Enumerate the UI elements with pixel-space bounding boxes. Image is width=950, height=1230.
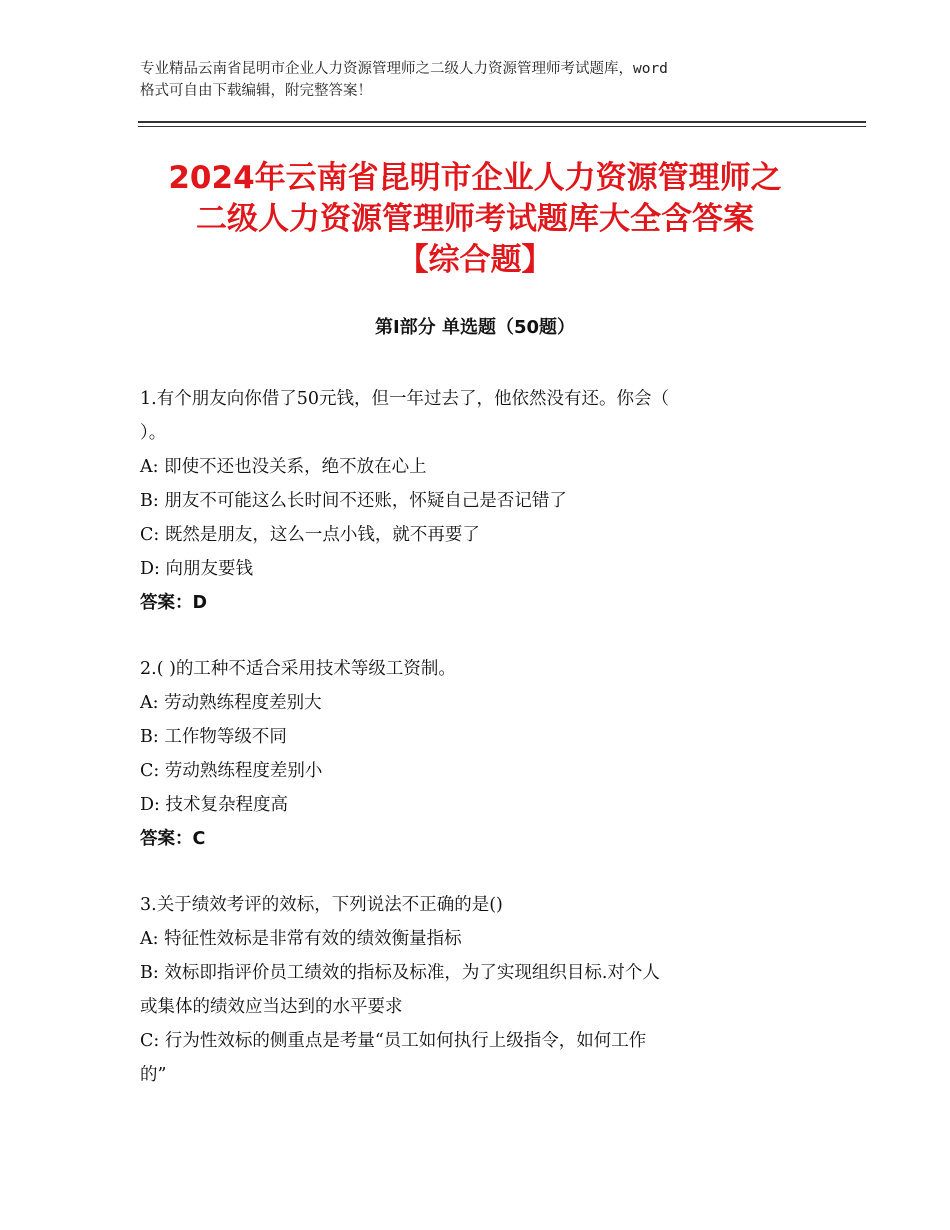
- question-option: B: 工作物等级不同: [140, 727, 287, 747]
- question-option: D: 技术复杂程度高: [140, 795, 288, 815]
- header-note-line: 格式可自由下载编辑，附完整答案！: [140, 83, 372, 99]
- header-note: [140, 58, 830, 102]
- question-block: [140, 652, 810, 856]
- question-stem: 3.关于绩效考评的效标，下列说法不正确的是(): [140, 895, 503, 915]
- question-option: C: 既然是朋友，这么一点小钱，就不再要了: [140, 525, 480, 545]
- question-option: C: 劳动熟练程度差别小: [140, 761, 323, 781]
- question-option: 或集体的绩效应当达到的水平要求: [140, 997, 403, 1017]
- question-stem: ）。: [140, 423, 167, 443]
- document-title: [120, 158, 830, 281]
- section-heading: 第Ⅰ部分 单选题（50题）: [374, 317, 575, 338]
- answer-line: 答案：C: [140, 829, 206, 849]
- question-option: A: 劳动熟练程度差别大: [140, 693, 322, 713]
- header-note-line: 专业精品云南省昆明市企业人力资源管理师之二级人力资源管理师考试题库，word: [140, 61, 668, 77]
- header-divider-thin: [138, 126, 866, 127]
- question-block: [140, 888, 810, 1092]
- question-option: D: 向朋友要钱: [140, 559, 253, 579]
- question-option: 的”: [140, 1065, 167, 1085]
- question-stem: 2.( )的工种不适合采用技术等级工资制。: [140, 659, 456, 679]
- document-title-line: 2024年云南省昆明市企业人力资源管理师之: [168, 160, 782, 196]
- question-list: [140, 382, 810, 1124]
- question-stem: 1.有个朋友向你借了50元钱，但一年过去了，他依然没有还。你会（: [140, 389, 669, 409]
- document-title-line: 二级人力资源管理师考试题库大全含答案: [196, 201, 754, 237]
- question-option: B: 效标即指评价员工绩效的指标及标准，为了实现组织目标.对个人: [140, 963, 660, 983]
- document-title-line: 【综合题】: [397, 242, 553, 278]
- question-block: [140, 382, 810, 620]
- question-option: C: 行为性效标的侧重点是考量“员工如何执行上级指令，如何工作: [140, 1031, 647, 1051]
- answer-line: 答案：D: [140, 593, 208, 613]
- question-option: B: 朋友不可能这么长时间不还账，怀疑自己是否记错了: [140, 491, 567, 511]
- question-option: A: 特征性效标是非常有效的绩效衡量指标: [140, 929, 462, 949]
- header-divider-thick: [138, 121, 866, 123]
- question-option: A: 即使不还也没关系，绝不放在心上: [140, 457, 427, 477]
